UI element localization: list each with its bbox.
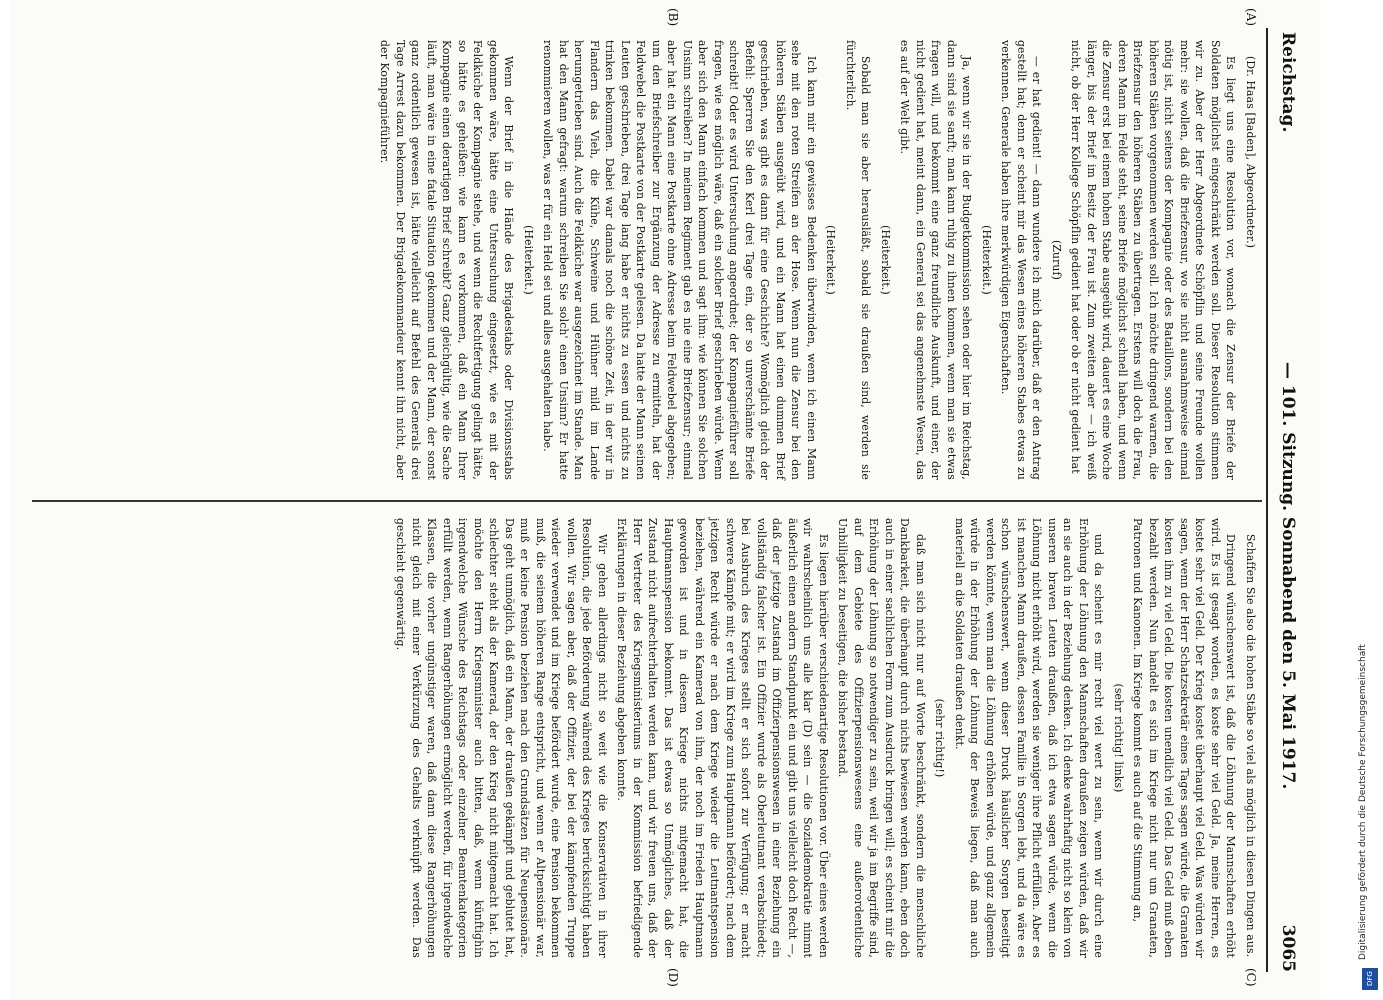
paragraph: Wir gehen allerdings nicht so weit wie die Konservativen in ihrer Resolution, die jede Beförderung während des Krieges berücksichtigt haben wollen. Wir sagen aber, daß der Offizier, der bei der kämpfenden Truppe wieder verwendet und im Kriege befördert wurde, eine Pension bekommen muß, die seinem höheren Range entspricht, und wenn er Altpensionär war, muß er keine Pension beziehen nach den Grundsätzen für Neupensionäre. Das geht unmöglich, daß ein Mann, der draußen gekämpft und geblutet hat, schlechter steht als der Kamerad, der den Krieg nicht mitgemacht hat. Ich möchte den Herrn Kriegsminister auch bitten, daß, wenn künftighin irgendwelche Wünsche des Reichstags oder einzelner Beamtenkategorien erfüllt werden, wenn Rangerhöhungen ermöglicht werden, für irgendwelche Klassen, die vorher ungünstiger waren, daß dann diese Rangerhöhungen nicht gleich mit einer Verkürzung des Gehalts verknüpft werden. Das geschieht gegenwärtig. bbox=[394, 518, 609, 958]
paragraph: daß man sich nicht nur auf Worte beschränkt, sondern die menschliche Dankbarkeit, die überhaupt durch nichts bewiesen werden kann, eben doch auch in einer sachlichen Form zum Ausdruck bringen will; es scheint mir die Erhöhung der Löhnung so notwendiger zu sein, weil wir ja im Begriffe sind, auf dem Gebiete des Offizierpensionswesens eine außerordentliche Unbilligkeit zu beseitigen, die bisher bestand. bbox=[836, 518, 927, 958]
paragraph: Es liegt uns eine Resolution vor, wonach die Zensur der Briefe der Soldaten möglichst eingeschränkt werden soll. Dieser Resolution stimmen wir zu. Aber der Herr Abgeordnete Schöpflin und seine Freunde wollen mehr: sie wollen, daß die Briefzensur, wo sie nicht ausnahmsweise einmal nötig ist, nicht seitens der Kompagnie oder des Bataillons, sondern bei den höheren Stäben vorgenommen werden soll. Ich möchte dringend warnen, die Briefzensur den höheren Stäben zu übertragen. Erstens will doch die Frau, deren Mann im Felde steht, seine Briefe möglichst schnell haben, und wenn die Zensur erst bei einem hohen Stabe ausgeübt wird, dauert es eine Woche länger, bis der Brief im Besitz der Frau ist. Zum zweiten aber — ich weiß nicht, ob der Herr Kollege Schöpflin gedient hat oder ob er nicht gedient hat bbox=[1069, 40, 1238, 480]
page-header bbox=[1270, 32, 1298, 972]
paragraph: Es liegen hierüber verschiedenartige Resolutionen vor. Über eines werden wir wahrscheinlich uns alle klar (D) sein — die Sozialdemokratie nimmt äußerlich einen andern Standpunkt ein und gibt uns vielleicht doch Recht —, daß der jetzige Zustand im Offizierpensionswesen in einer Beziehung ein vollständig falscher ist. Ein Offizier wurde als Oberleutnant verabschiedet; bei Ausbruch des Krieges stellt er sich sofort zur Verfügung; er macht schwere Kämpfe mit; er wird im Kriege zum Hauptmann befördert; nach dem jetzigen Recht würde er nach dem Kriege wieder die Leutnantspension beziehen, während ein Kamerad von ihm, der noch im Frieden Hauptmann geworden ist und in diesem Kriege nichts mitgemacht hat, die Hauptmannspension bekommt. Das ist etwas so Unmögliches, daß der Zustand nicht aufrechterhalten werden kann, und wir freuen uns, daß der Herr Vertreter des Kriegsministeriums in der Kommission befriedigende Erklärungen in dieser Beziehung abgeben konnte. bbox=[615, 518, 830, 958]
paragraph: Dringend wünschenswert ist, daß die Löhnung der Mannschaften erhöht wird. Es ist gesagt worden, es koste sehr viel Geld. Ja, meine Herren, es kostet sehr viel Geld. Der Krieg kostet überhaupt viel Geld. Was würden wir sagen, wenn der Herr Schatzsekretär eines Tages sagen würde, die Granaten kosten ihm zu viel Geld. Die kosten unendlich viel Geld. Das Geld muß eben bezahlt werden. Nun handelt es sich im Kriege nicht nur um Granaten, Patronen und Kanonen. Im Kriege kommt es auch auf die Stimmung an, bbox=[1131, 518, 1238, 958]
paragraph: Sobald man sie aber herausläßt, sobald sie draußen sind, werden sie fürchterlich. bbox=[844, 40, 873, 480]
left-column bbox=[373, 40, 1258, 480]
dfg-badge: DFG bbox=[1362, 968, 1378, 990]
paragraph: — er hat gedient! — dann wundere ich mich darüber, daß er den Antrag gestellt hat; denn er scheint mir das Wesen eines höheren Stabes etwas zu verkennen. Generale haben ihre merkwürdigen Eigenschaften. bbox=[999, 40, 1044, 480]
interjection: (Heiterkeit.) bbox=[824, 225, 838, 295]
page-number: 3065 bbox=[1278, 924, 1298, 972]
margin-mark-d: (D) bbox=[666, 968, 680, 987]
margin-mark-a: (A) bbox=[1244, 8, 1258, 27]
header-rule bbox=[1266, 28, 1268, 972]
interjection: (sehr richtig! links) bbox=[1112, 683, 1125, 793]
paragraph: Wenn der Brief in die Hände des Brigadestabs oder Divisionsstabs gekommen wäre, hätte eine Untersuchung eingesetzt, wie es mit der Feldküche der Kompagnie stehe, und wenn die Rechtfertigung gelingt hätte, so hätte es geheißen: wie kann es vorkommen, daß ein Mann Ihrer Kompagnie einen derartigen Brief schreibt? Ganz gleichgültig, wie die Sache läuft, man wäre in eine fatale Situation gekommen und der Mann, der sonst ganz ordentlich gewesen ist, hätte vielleicht auf Befehl des Generals drei Tage Arrest dazu bekommen. Der Brigadekommandeur kennt ihn nicht, aber der Kompagnieführer. bbox=[378, 40, 516, 480]
paragraph: Ich kann mir ein gewisses Bedenken überwinden, wenn ich einen Mann sehe mit den roten Streifen an der Hose. Wenn nun die Zensur bei den höheren Stäben ausgeübt wird, und ein Mann hat einen dummen Brief geschrieben, was gibt es dann für eine Geschichte? Womöglich gleich der Befehl: Sperren Sie den Kerl drei Tage ein, der so unverschämte Briefe schreibt! Oder es wird Untersuchung angeordnet; der Kompagnieführer soll fragen, wie es möglich wäre, daß ein solcher Brief geschrieben würde. Wenn aber sich den Mann einfach kommen und sagt ihm: wie können Sie solchen Unsinn schreiben? In meinem Regiment gab es nie eine Briefzensur; einmal aber hat ein Mann eine Postkarte ohne Adresse beim Feldwebel abgegeben; um den Briefschreiber zur Ergänzung der Adresse zu ermitteln, hat der Feldwebel die Postkarte von der Postkarte gelesen. Da hatte der Mann seinen Leuten geschrieben, drei Tage lang habe er nichts zu essen und nichts zu trinken bekommen. Dabei war damals noch die schöne Zeit, in der wir in Flandern das Vieh, die Kühe, Schweine und Hühner mild im Lande herumgetrieben sind. Auch die Feldküche war ausgezeichnet im Stande. Man hat den Mann gefragt: warum schreiben Sie solch' einen Unsinn? Er hatte renommieren wollen, was er für ein Held sei und alles ausgehalten habe. bbox=[541, 40, 818, 480]
interjection: (sehr richtig!) bbox=[933, 698, 947, 778]
paragraph: Schaffen Sie also die hohen Stäbe so viel als möglich in diesen Dingen aus. bbox=[1244, 534, 1257, 958]
rotated-page bbox=[10, 0, 1320, 1000]
paragraph: und da scheint es mir recht viel wert zu sein, wenn wir durch eine Erhöhung der Löhnung den Mannschaften draußen zeigen würden, daß wir an sie auch in der Beziehung denken. Ich denke wahrhaftig nicht so klein von unseren braven Leuten draußen, daß ich etwa sagen würde, wenn die Löhnung nicht erhöht wird, werden sie weniger ihre Pflicht erfüllen. Aber es ist manchen Mann draußen, dessen Familie in Sorgen lebt, und da wäre es schon wünschenswert, wenn dieser Druck häuslicher Sorgen beseitigt werden könnte, wenn man die Löhnung erhöhen würde, und ganz allgemein würde in der Erhöhung der Löhnung der Beweis liegen, daß man auch materiell an die Soldaten draußen denkt. bbox=[953, 518, 1106, 958]
interjection: (Zuruf) bbox=[1050, 239, 1063, 281]
column-divider bbox=[32, 500, 1262, 502]
interjection: (Heiterkeit.) bbox=[522, 225, 535, 295]
interjection: (Heiterkeit.) bbox=[980, 225, 993, 295]
margin-mark-b: (B) bbox=[666, 8, 680, 27]
page-title: Reichstag. bbox=[1278, 32, 1298, 133]
session-heading: — 101. Sitzung. Sonnabend den 5. Mai 1917. bbox=[1278, 362, 1298, 790]
paragraph: (Dr. Haas [Baden], Abgeordneter.) bbox=[1244, 56, 1257, 249]
interjection: (Heiterkeit.) bbox=[879, 225, 892, 295]
digitization-credit: Digitalisierung gefördert durch die Deutsche Forschungsgemeinschaft bbox=[1358, 644, 1368, 960]
right-column bbox=[389, 518, 1258, 958]
margin-mark-c: (C) bbox=[1244, 968, 1258, 987]
paragraph: Ja, wenn wir sie in der Budgetkommission sehen oder hier im Reichstag, dann sind sie sanft; man kann ruhig zu ihnen kommen, wenn man sie etwas fragen will, und bekommt eine ganz freundliche Auskunft, und einer, der nicht gedient hat, meint dann, ein General sei das angenehmste Wesen, das es auf der Welt gibt. bbox=[898, 40, 974, 480]
